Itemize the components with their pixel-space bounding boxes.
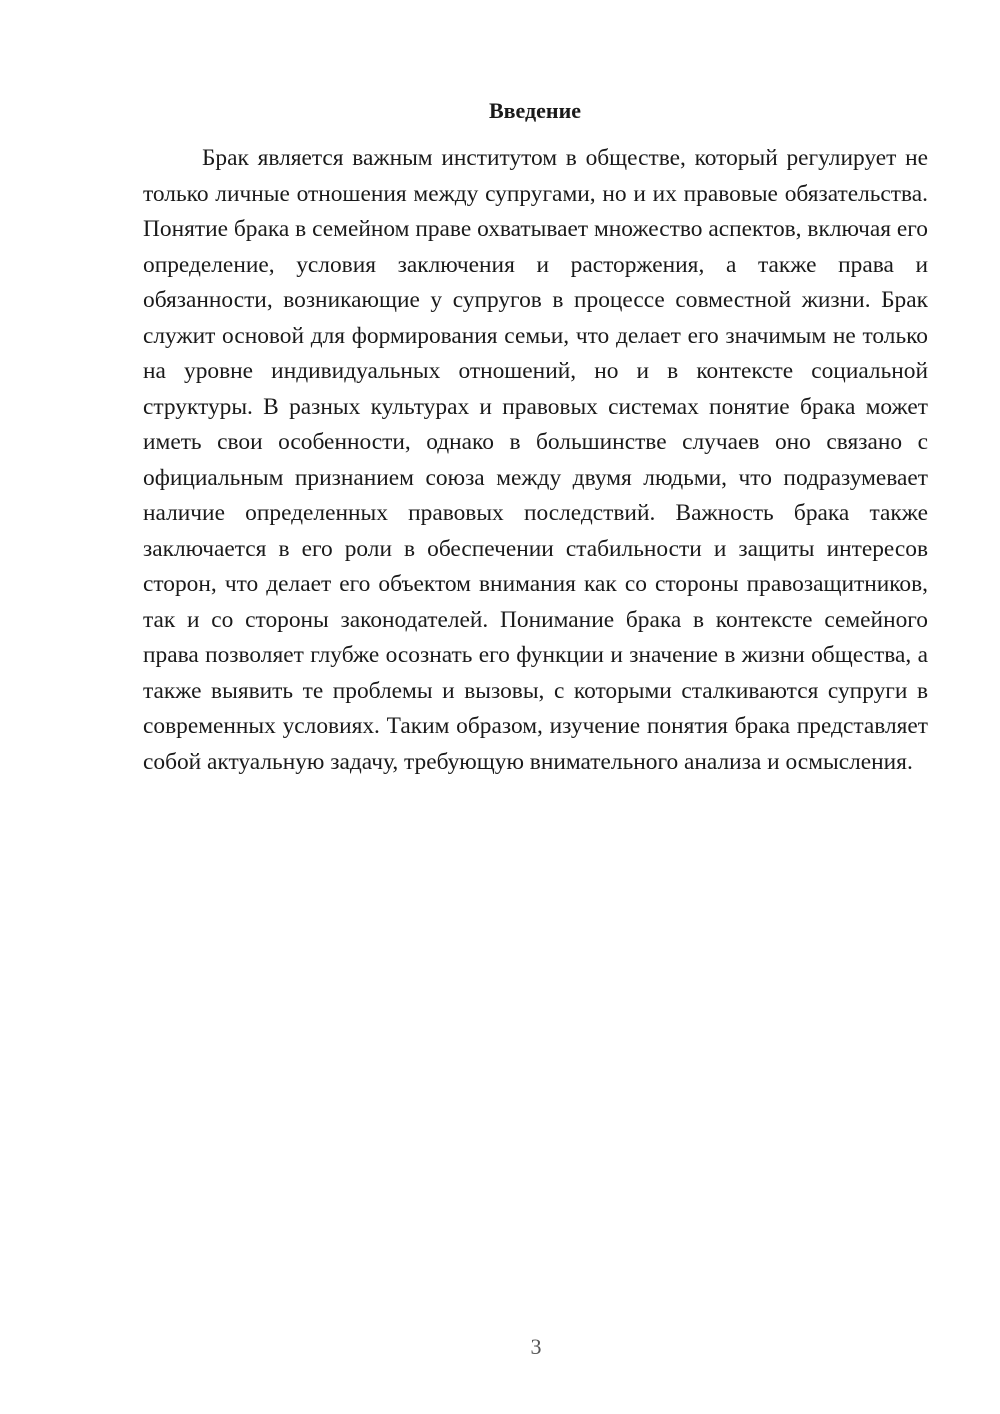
body-paragraph: Брак является важным институтом в обществе, который регулирует не только личные отношения между супругами, но и их правовые обязательства. Понятие брака в семейном праве охватывает множество аспектов, включая его определение, условия заключения и расторжения, а также права и обязанности, возникающие у супругов в процессе совместной жизни. Брак служит основой для формирования семьи, что делает его значимым не только на уровне индивидуальных отношений, но и в контексте социальной структуры. В разных культурах и правовых системах понятие брака может иметь свои особенности, однако в большинстве случаев оно связано с официальным признанием союза между двумя людьми, что подразумевает наличие определенных правовых последствий. Важность брака также заключается в его роли в обеспечении стабильности и защиты интересов сторон, что делает его объектом внимания как со стороны правозащитников, так и со стороны законодателей. Понимание брака в контексте семейного права позволяет глубже осознать его функции и значение в жизни общества, а также выявить те проблемы и вызовы, с которыми сталкиваются супруги в современных условиях. Таким образом, изучение понятия брака представляет собой актуальную задачу, требующую внимательного анализа и осмысления. (143, 145, 928, 775)
page-title: Введение (488, 98, 582, 123)
page-number: 3 (530, 1334, 542, 1359)
